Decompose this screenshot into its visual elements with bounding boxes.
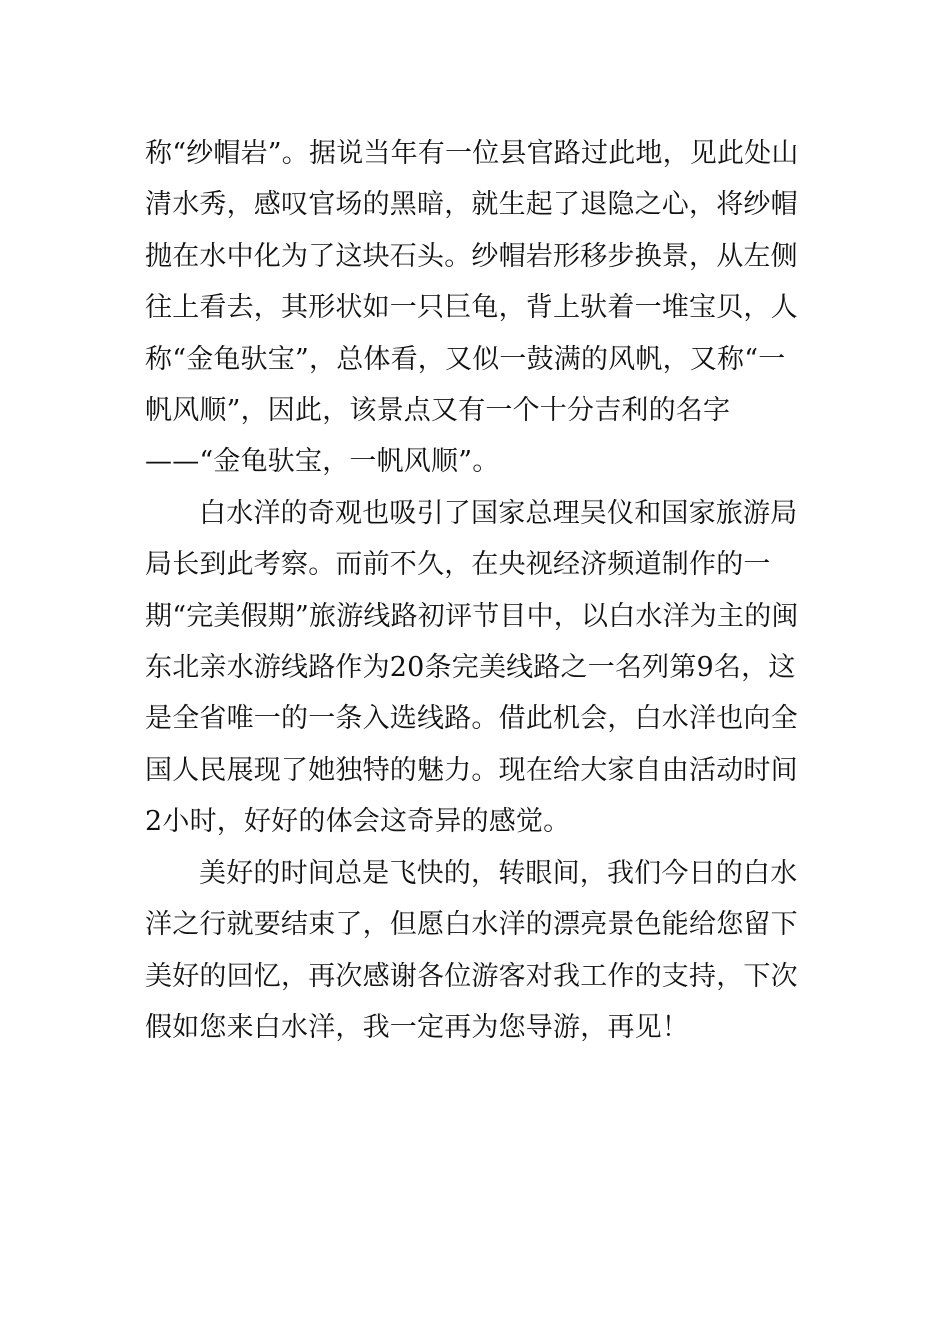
paragraph-1: 称“纱帽岩”。据说当年有一位县官路过此地，见此处山清水秀，感叹官场的黑暗，就生起了退隐之心，将纱帽抛在水中化为了这块石头。纱帽岩形移步换景，从左侧往上看去，其形状如一只巨龟，背上驮着一堆宝贝，人称“金龟驮宝”，总体看，又似一鼓满的风帆，又称“一帆风顺”，因此，该景点又有一个十分吉利的名字——“金龟驮宝，一帆风顺”。 [145,138,799,478]
paragraph-3: 美好的时间总是飞快的，转眼间，我们今日的白水洋之行就要结束了，但愿白水洋的漂亮景色能给您留下美好的回忆，再次感谢各位游客对我工作的支持，下次假如您来白水洋，我一定再为您导游，再见！ [145,857,798,1043]
document-text-body [145,128,807,1053]
paragraph-2: 白水洋的奇观也吸引了国家总理吴仪和国家旅游局局长到此考察。而前不久，在央视经济频道制作的一期“完美假期”旅游线路初评节目中，以白水洋为主的闽东北亲水游线路作为20条完美线路之一名列第9名，这是全省唯一的一条入选线路。借此机会，白水洋也向全国人民展现了她独特的魅力。现在给大家自由活动时间2小时，好好的体会这奇异的感觉。 [145,497,799,838]
